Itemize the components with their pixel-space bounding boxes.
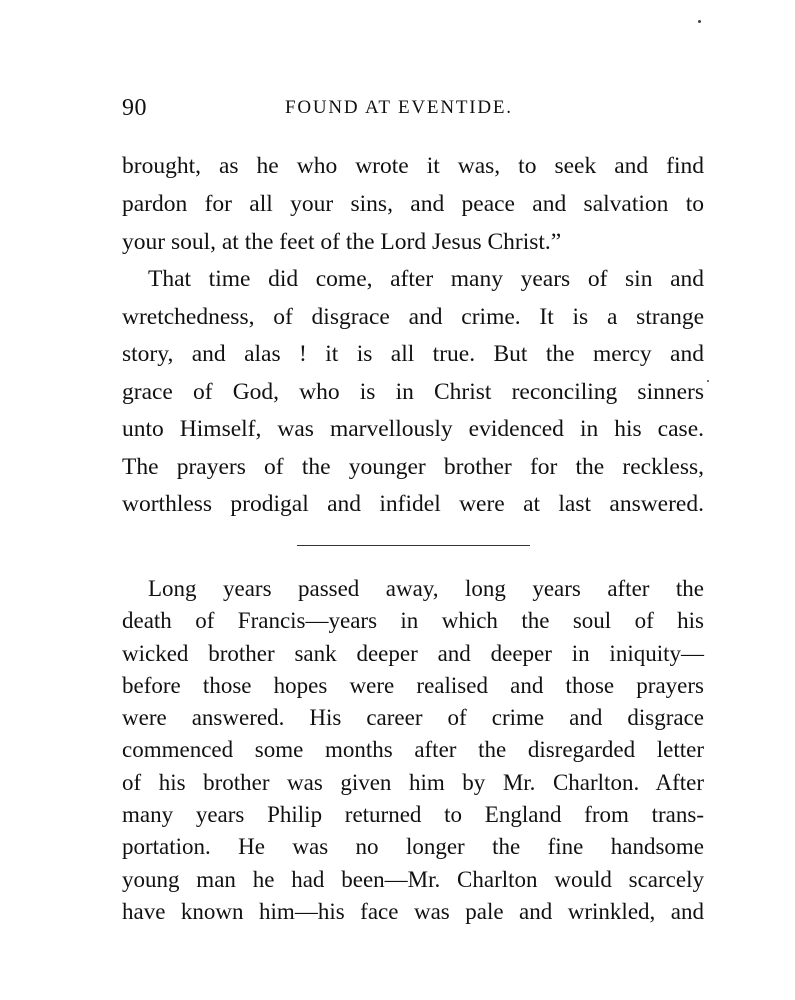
text-line: worthless prodigal and infidel were at last answered. (122, 491, 704, 517)
text-line: Long years passed away, long years after the (148, 576, 704, 601)
text-line: before those hopes were realised and those prayers (122, 672, 704, 698)
section-divider (297, 545, 530, 546)
paragraph (122, 261, 704, 524)
paragraph-continued (122, 147, 704, 261)
text-line: were answered. His career of crime and disgrace (122, 705, 704, 731)
text-line: have known him—his face was pale and wrinkled, and (122, 898, 704, 924)
text-line: wicked brother sank deeper and deeper in iniquity— (122, 640, 704, 666)
text-line: death of Francis—years in which the soul of his (122, 608, 704, 634)
text-line: many years Philip returned to England from trans- (122, 802, 704, 828)
paragraph (122, 573, 704, 928)
text-line: your soul, at the feet of the Lord Jesus Christ.” (122, 229, 562, 255)
page-number: 90 (122, 95, 147, 121)
print-speck (707, 380, 709, 382)
text-line: That time did come, after many years of sin and (148, 266, 704, 292)
running-title: FOUND AT EVENTIDE. (285, 97, 513, 118)
text-line: The prayers of the younger brother for the reckless, (122, 453, 704, 480)
text-line: of his brother was given him by Mr. Charlton. After (122, 769, 704, 795)
text-line: brought, as he who wrote it was, to seek and find (122, 153, 704, 179)
print-speck (698, 20, 701, 23)
text-line: pardon for all your sins, and peace and salvation to (122, 191, 704, 217)
text-line: young man he had been—Mr. Charlton would scarcely (122, 866, 704, 892)
text-line: unto Himself, was marvellously evidenced in his case. (122, 416, 704, 442)
text-line: wretchedness, of disgrace and crime. It is a strange (122, 303, 704, 330)
text-line: story, and alas ! it is all true. But the mercy and (122, 341, 704, 367)
text-line: commenced some months after the disregarded letter (122, 737, 704, 763)
text-line: grace of God, who is in Christ reconciling sinners (122, 378, 704, 405)
text-line: portation. He was no longer the fine handsome (122, 834, 704, 860)
page-header (122, 95, 702, 125)
